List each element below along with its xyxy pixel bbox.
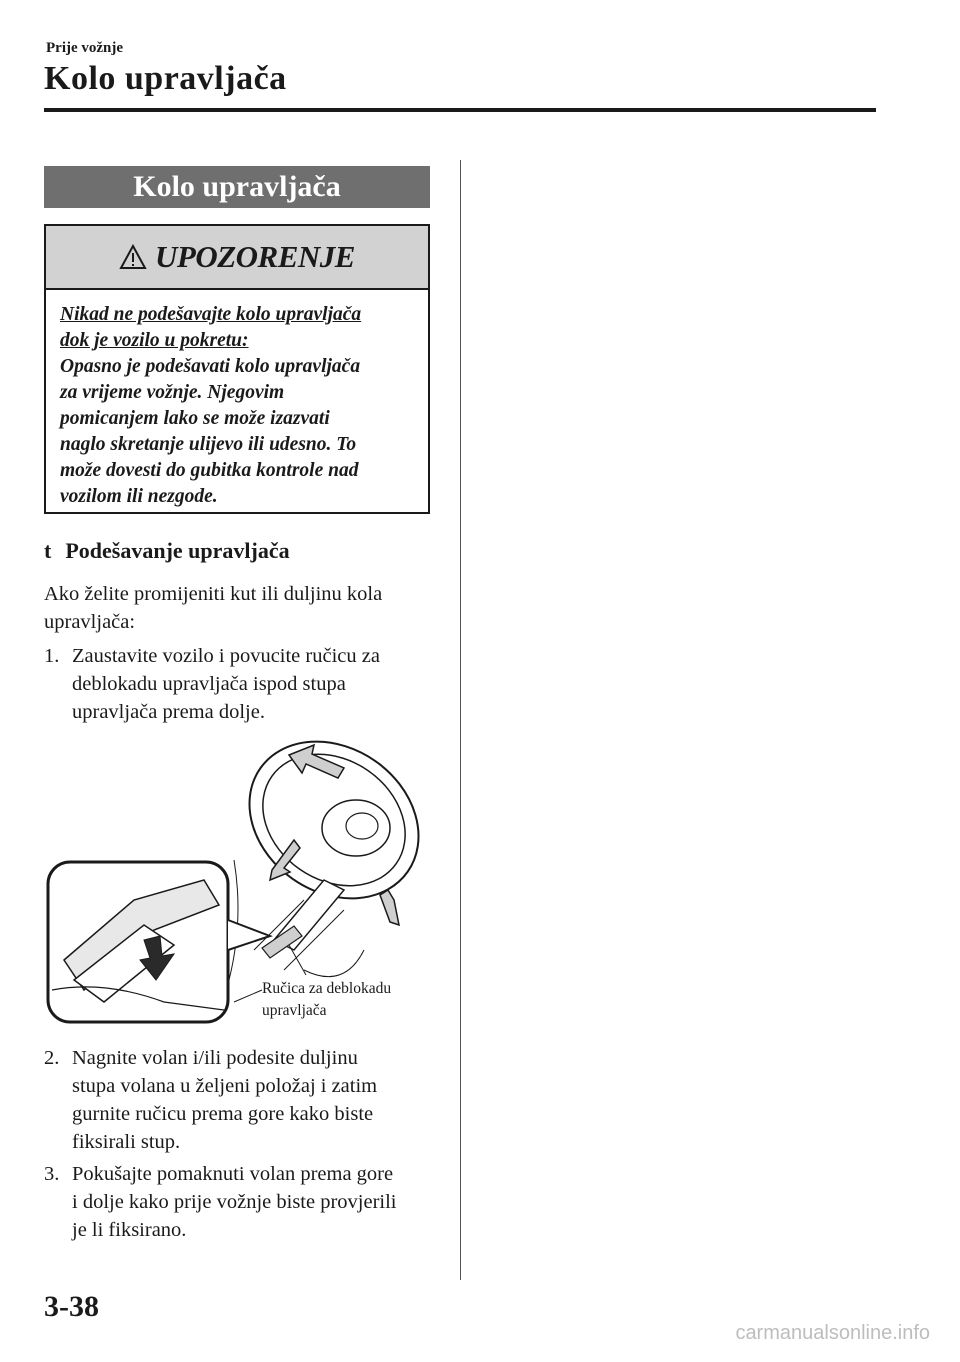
intro-paragraph: [44, 580, 444, 636]
warning-text-line: može dovesti do gubitka kontrole nad: [60, 460, 359, 481]
step-line: deblokadu upravljača ispod stupa: [72, 673, 346, 695]
subsection-heading: [44, 538, 290, 564]
step-line: gurnite ručicu prema gore kako biste: [72, 1103, 374, 1125]
step-line: je li fiksirano.: [72, 1219, 187, 1241]
subsection-title: Podešavanje upravljača: [65, 538, 290, 563]
figure-callout-label: [262, 978, 391, 1022]
page-number: 3-38: [44, 1290, 99, 1323]
intro-line: Ako želite promijeniti kut ili duljinu kola: [44, 583, 383, 605]
heading-bullet: t: [44, 538, 52, 563]
warning-text-line: naglo skretanje ulijevo ili udesno. To: [60, 434, 357, 455]
step-number: 2.: [44, 1047, 60, 1069]
step-line: Pokušajte pomaknuti volan prema gore: [72, 1163, 394, 1185]
warning-body: [46, 290, 428, 510]
column-divider: [460, 160, 461, 1280]
callout-line: Ručica za deblokadu: [262, 980, 392, 997]
warning-triangle-icon: [119, 244, 147, 270]
step-line: Nagnite volan i/ili podesite duljinu: [72, 1047, 358, 1069]
step-line: Zaustavite vozilo i povucite ručicu za: [72, 645, 380, 667]
section-banner: Kolo upravljača: [44, 166, 430, 208]
step-line: upravljača prema dolje.: [72, 701, 265, 723]
warning-lead-line: Nikad ne podešavajte kolo upravljača: [60, 304, 362, 325]
intro-line: upravljača:: [44, 611, 136, 633]
watermark: carmanualsonline.info: [735, 1322, 930, 1344]
step-line: fiksirali stup.: [72, 1131, 181, 1153]
step-line: stupa volana u željeni položaj i zatim: [72, 1075, 378, 1097]
warning-header: [46, 226, 428, 290]
title-rule: [44, 108, 876, 112]
warning-lead-line: dok je vozilo u pokretu:: [60, 330, 249, 351]
warning-title: UPOZORENJE: [155, 239, 355, 274]
step-line: i dolje kako prije vožnje biste provjerili: [72, 1191, 397, 1213]
warning-box: [44, 224, 430, 514]
warning-text-line: Opasno je podešavati kolo upravljača: [60, 356, 361, 377]
step-number: 1.: [44, 645, 60, 667]
warning-text-line: pomicanjem lako se može izazvati: [60, 408, 330, 429]
page-title: Kolo upravljača: [44, 60, 287, 97]
warning-text-line: vozilom ili nezgode.: [60, 486, 218, 507]
warning-text-line: za vrijeme vožnje. Njegovim: [60, 382, 285, 403]
step-number: 3.: [44, 1163, 60, 1185]
callout-line: upravljača: [262, 1002, 327, 1019]
breadcrumb: Prije vožnje: [46, 40, 124, 56]
